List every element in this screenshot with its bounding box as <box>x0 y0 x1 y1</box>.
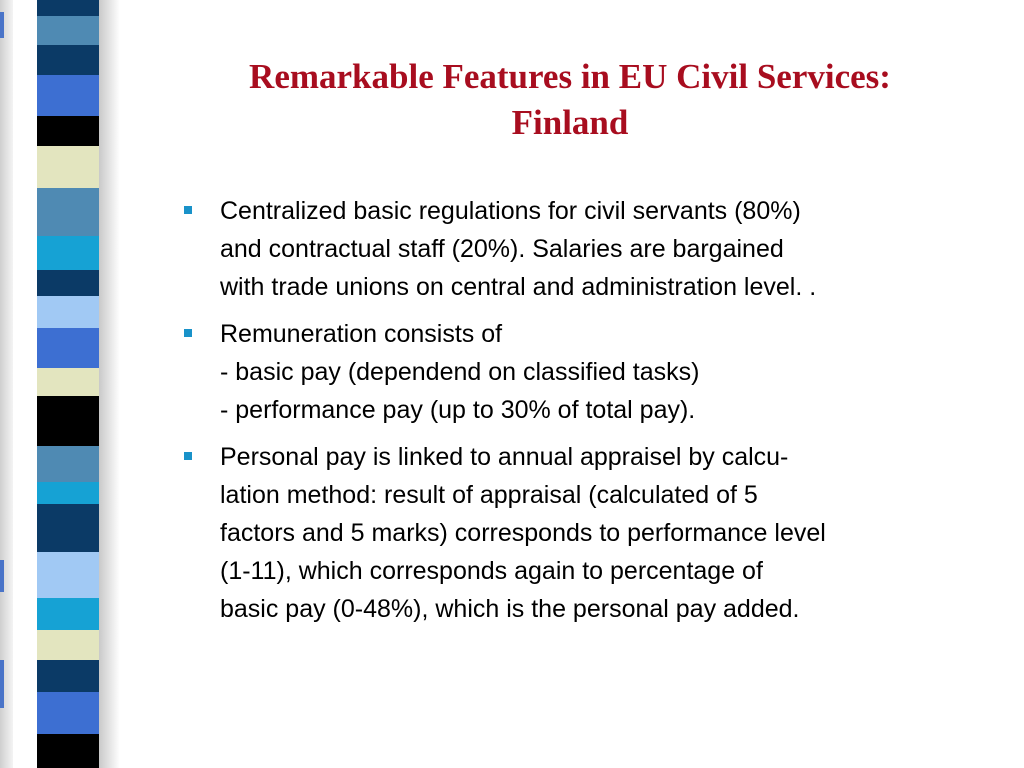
stripe <box>37 630 99 660</box>
bullet-list <box>182 192 992 637</box>
left-shadow-strip <box>0 0 13 768</box>
stripe <box>37 482 99 504</box>
stripe <box>37 692 99 734</box>
slide-title-line-1: Remarkable Features in EU Civil Services: <box>249 57 891 96</box>
bullet-text-line: Remuneration consists of <box>220 320 503 348</box>
bullet-item-remuneration <box>182 315 992 429</box>
bullet-text-line: lation method: result of appraisal (calculated of 5 <box>220 481 758 509</box>
bullet-text-line: and contractual staff (20%). Salaries are bargained <box>220 235 784 263</box>
stripe <box>37 660 99 692</box>
bullet-item-centralized-regulations <box>182 192 992 306</box>
stripe <box>37 45 99 75</box>
stripe <box>37 188 99 236</box>
bullet-text-line: (1-11), which corresponds again to percentage of <box>220 557 763 585</box>
square-bullet-icon <box>184 452 192 460</box>
stripe <box>37 146 99 188</box>
stripe-column <box>37 0 99 768</box>
bullet-text-line: Personal pay is linked to annual appraisel by calcu- <box>220 443 789 471</box>
right-shade-band <box>99 0 120 768</box>
slide-title <box>150 54 990 146</box>
bullet-text-line: - performance pay (up to 30% of total pay). <box>220 396 696 424</box>
decorative-stripe-band <box>0 0 120 768</box>
bullet-text-line: with trade unions on central and administration level. . <box>220 273 817 301</box>
stripe <box>37 504 99 552</box>
bullet-item-personal-pay <box>182 438 992 628</box>
stripe <box>37 270 99 296</box>
stripe <box>37 396 99 446</box>
stripe <box>37 368 99 396</box>
stripe <box>37 296 99 328</box>
stripe <box>37 734 99 768</box>
square-bullet-icon <box>184 329 192 337</box>
bullet-text-line: factors and 5 marks) corresponds to performance level <box>220 519 826 547</box>
stripe <box>37 598 99 630</box>
stripe <box>37 236 99 270</box>
left-accent-mark <box>0 660 4 708</box>
left-accent-mark <box>0 12 4 38</box>
bullet-text-line: - basic pay (dependend on classified tasks) <box>220 358 700 386</box>
stripe <box>37 75 99 116</box>
stripe <box>37 446 99 482</box>
left-accent-mark <box>0 560 4 592</box>
square-bullet-icon <box>184 206 192 214</box>
stripe <box>37 328 99 368</box>
stripe <box>37 552 99 598</box>
stripe <box>37 16 99 45</box>
stripe <box>37 0 99 16</box>
bullet-text-line: Centralized basic regulations for civil servants (80%) <box>220 197 801 225</box>
stripe <box>37 116 99 146</box>
bullet-text-line: basic pay (0-48%), which is the personal pay added. <box>220 595 800 623</box>
slide-title-line-2: Finland <box>511 103 629 142</box>
